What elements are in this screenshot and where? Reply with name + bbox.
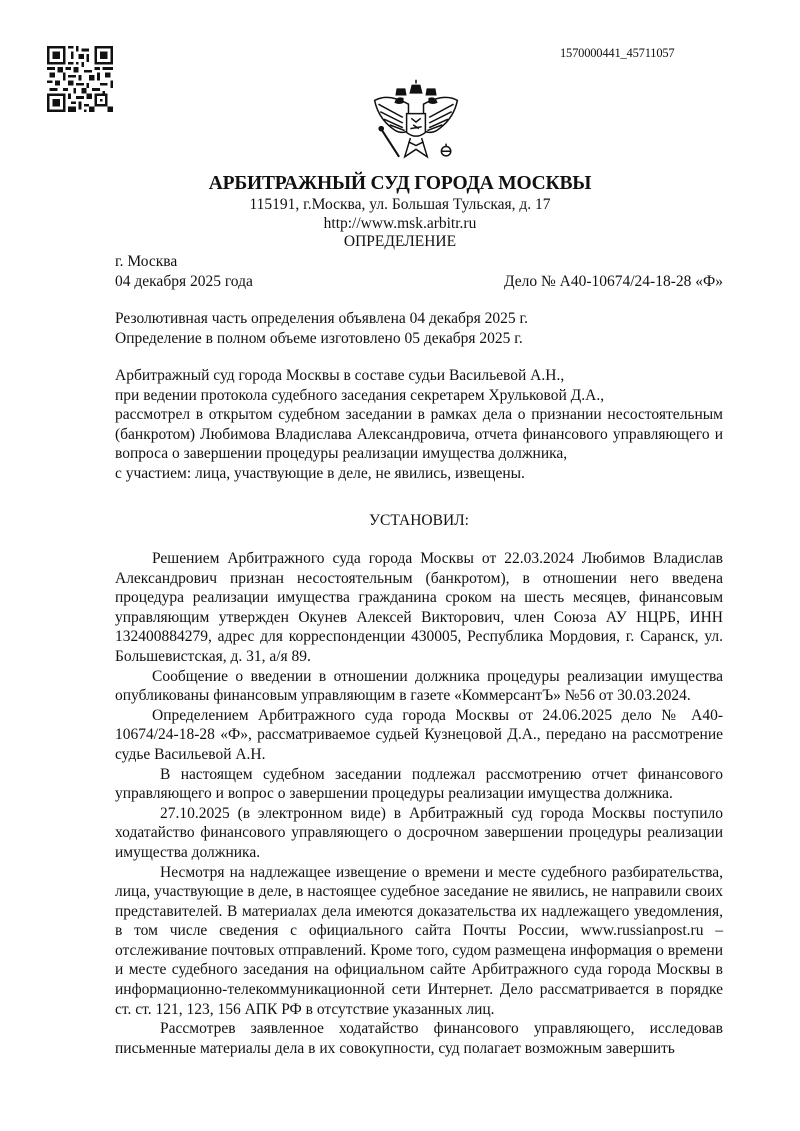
city: г. Москва xyxy=(115,253,178,270)
court-url: http://www.msk.arbitr.ru xyxy=(323,215,477,232)
composition-line: рассмотрел в открытом судебном заседании в рамках дела о признании несостоятельным (банкротом) Любимова Владислава Александровича, отчета финансового управляющего и вопроса о завершении процедуры реализации имущества должника, xyxy=(115,406,723,463)
court-name: АРБИТРАЖНЫЙ СУД ГОРОДА МОСКВЫ xyxy=(208,173,592,194)
paragraph: Определением Арбитражного суда города Москвы от 24.06.2025 дело № А40-10674/24-18-28 «Ф», рассматриваемое судьей Кузнецовой Д.А., передано на рассмотрение судье Васильевой А.Н. xyxy=(115,706,723,763)
document-id: 1570000441_45711057 xyxy=(560,46,675,60)
composition-line: с участием: лица, участвующие в деле, не явились, извещены. xyxy=(115,464,525,482)
composition-line: Арбитражный суд города Москвы в составе судьи Васильевой А.Н., xyxy=(115,367,565,384)
composition-line: при ведении протокола судебного заседания секретарем Хрульковой Д.А., xyxy=(115,386,605,404)
resolution-announced: Резолютивная часть определения объявлена 04 декабря 2025 г. xyxy=(115,310,528,327)
paragraph: В настоящем судебном заседании подлежал рассмотрению отчет финансового управляющего и вопрос о завершении процедуры реализации имущества должника. xyxy=(115,765,723,803)
full-text-made: Определение в полном объеме изготовлено 05 декабря 2025 г. xyxy=(115,329,523,347)
case-number: Дело № А40-10674/24-18-28 «Ф» xyxy=(503,272,723,290)
qr-code-icon xyxy=(47,46,113,112)
decision-date: 04 декабря 2025 года xyxy=(115,272,253,290)
dates-block xyxy=(115,309,723,348)
paragraph: Сообщение о введении в отношении должника процедуры реализации имущества опубликованы финансовым управляющим в газете «КоммерсантЪ» №56 от 30.03.2024. xyxy=(115,667,723,705)
court-address: 115191, г.Москва, ул. Большая Тульская, д. 17 xyxy=(249,196,551,213)
date-case-row xyxy=(115,272,723,292)
coat-of-arms-icon xyxy=(368,76,464,170)
court-composition xyxy=(115,366,723,484)
paragraph: 27.10.2025 (в электронном виде) в Арбитражный суд города Москвы поступило ходатайство финансового управляющего о досрочном завершении процедуры реализации имущества должника. xyxy=(115,804,723,861)
place-date-block xyxy=(115,252,723,291)
section-heading: УСТАНОВИЛ: xyxy=(369,512,469,529)
paragraph: Решением Арбитражного суда города Москвы от 22.03.2024 Любимов Владислав Александрович признан несостоятельным (банкротом), в отношении него введена процедура реализации имущества гражданина сроком на шесть месяцев, финансовым управляющим утвержден Окунев Алексей Викторович, член Союза АУ НЦРБ, ИНН 132400884279, адрес для корреспонденции 430005, Республика Мордовия, г. Саранск, ул. Большевистская, д. 31, а/я 89. xyxy=(115,550,723,665)
paragraph: Несмотря на надлежащее извещение о времени и месте судебного разбирательства, лица, участвующие в деле, в настоящее судебное заседание не явились, не направили своих представителей. В материалах дела имеются доказательства их надлежащего уведомления, в том числе сведения с официального сайта Почты России, www.russianpost.ru – отслеживание почтовых отправлений. Кроме того, судом размещена информация о времени и месте судебного заседания на официальном сайте Арбитражного суда города Москвы в информационно-телекоммуникационной сети Интернет. Дело рассматривается в порядке ст. ст. 121, 123, 156 АПК РФ в отсутствие указанных лиц. xyxy=(115,863,723,1018)
document-type: ОПРЕДЕЛЕНИЕ xyxy=(343,233,457,250)
paragraph: Рассмотрев заявленное ходатайство финансового управляющего, исследовав письменные материалы дела в их совокупности, суд полагает возможным завершить xyxy=(115,1020,723,1057)
body-text xyxy=(115,549,723,1058)
